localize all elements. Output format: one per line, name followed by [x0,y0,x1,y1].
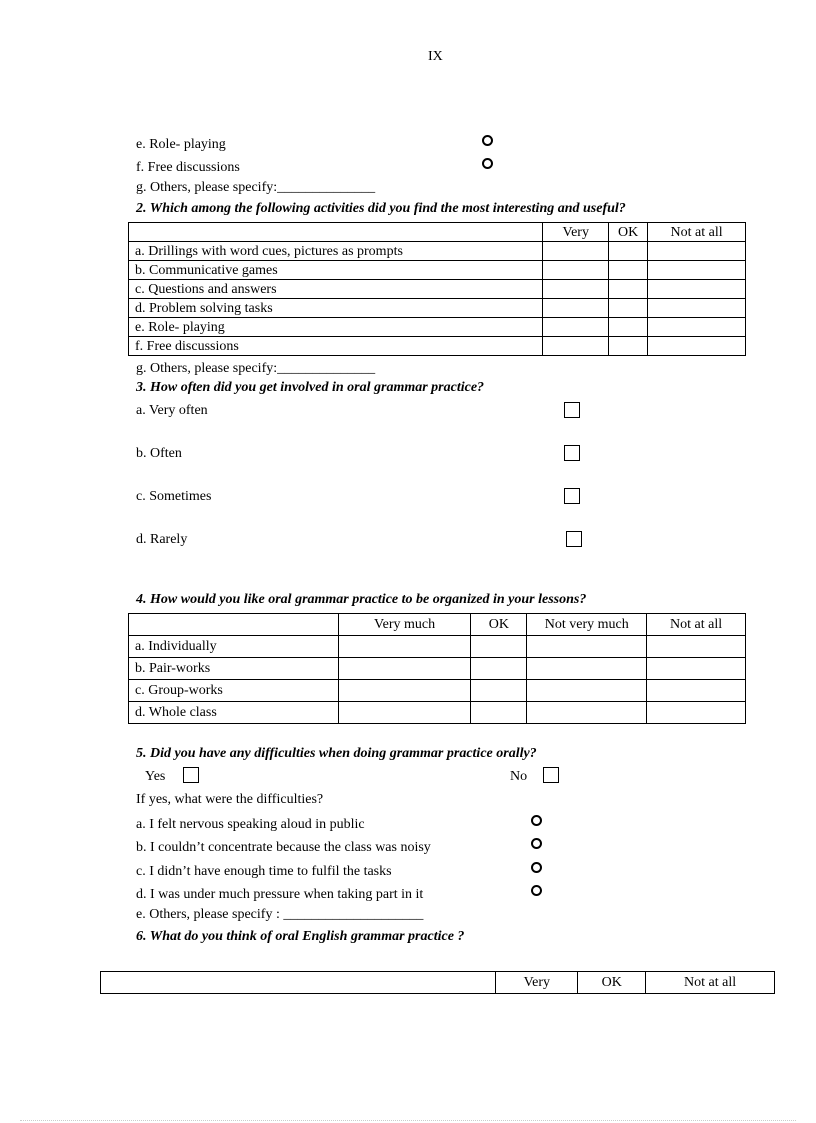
q1-others: g. Others, please specify:______________ [136,180,376,195]
table-row [129,658,746,680]
q5-question: 5. Did you have any difficulties when doing grammar practice orally? [136,746,537,761]
q2-cell-ok[interactable] [609,318,648,337]
table-row [129,261,746,280]
q4-question: 4. How would you like oral grammar practice to be organized in your lessons? [136,592,587,607]
q4-cell-very-much[interactable] [338,680,471,702]
q2-cell-very[interactable] [543,337,609,356]
q3-option-sometimes: c. Sometimes [136,489,212,504]
page-bottom-divider [20,1120,796,1121]
q2-row-label: d. Problem solving tasks [129,299,543,318]
q5-option-d: d. I was under much pressure when taking part in it [136,887,424,902]
q4-header-blank [129,614,339,636]
q6-header-not-at-all: Not at all [646,972,775,994]
q2-question: 2. Which among the following activities did you find the most interesting and useful? [136,201,626,216]
q2-cell-not-at-all[interactable] [648,261,746,280]
q4-cell-not-very-much[interactable] [527,636,647,658]
q4-cell-not-very-much[interactable] [527,680,647,702]
table-row [129,702,746,724]
q4-row-label: a. Individually [129,636,339,658]
q4-cell-ok[interactable] [471,702,527,724]
q5-option-c-radio[interactable] [531,862,542,873]
q2-cell-ok[interactable] [609,280,648,299]
q3-option-rarely: d. Rarely [136,532,188,547]
q5-yes-label: Yes [145,769,166,784]
q4-cell-ok[interactable] [471,680,527,702]
q4-header-not-very-much: Not very much [527,614,647,636]
q1-option-f-radio[interactable] [482,158,493,169]
q2-cell-very[interactable] [543,280,609,299]
q4-header-ok: OK [471,614,527,636]
q3-checkbox-very-often[interactable] [564,402,580,418]
q5-option-b-radio[interactable] [531,838,542,849]
q4-cell-not-very-much[interactable] [527,702,647,724]
q2-header-not-at-all: Not at all [648,223,746,242]
q6-header-row [101,972,775,994]
q3-option-often: b. Often [136,446,182,461]
q1-option-e-radio[interactable] [482,135,493,146]
q4-table [128,613,746,724]
page-number: IX [428,49,443,64]
q2-cell-not-at-all[interactable] [648,242,746,261]
q3-checkbox-rarely[interactable] [566,531,582,547]
q4-row-label: b. Pair-works [129,658,339,680]
q6-header-very: Very [496,972,578,994]
q4-cell-ok[interactable] [471,636,527,658]
q1-option-f: f. Free discussions [136,160,240,175]
q2-cell-not-at-all[interactable] [648,280,746,299]
q2-cell-not-at-all[interactable] [648,337,746,356]
table-row [129,242,746,261]
q2-others: g. Others, please specify:______________ [136,361,376,376]
q2-cell-very[interactable] [543,318,609,337]
q3-option-very-often: a. Very often [136,403,208,418]
q2-row-label: f. Free discussions [129,337,543,356]
q2-table [128,222,746,356]
table-row [129,280,746,299]
q4-cell-very-much[interactable] [338,658,471,680]
q2-header-very: Very [543,223,609,242]
q6-header-blank [101,972,496,994]
table-row [129,337,746,356]
q3-checkbox-often[interactable] [564,445,580,461]
q4-cell-not-at-all[interactable] [647,636,746,658]
table-row [129,636,746,658]
q4-row-label: c. Group-works [129,680,339,702]
q2-row-label: c. Questions and answers [129,280,543,299]
q3-checkbox-sometimes[interactable] [564,488,580,504]
q6-header-ok: OK [578,972,646,994]
q5-yes-checkbox[interactable] [183,767,199,783]
q2-cell-not-at-all[interactable] [648,299,746,318]
q2-header-ok: OK [609,223,648,242]
q6-table [100,971,775,994]
q5-others: e. Others, please specify : ____________________ [136,907,424,922]
q4-header-row [129,614,746,636]
q2-cell-ok[interactable] [609,261,648,280]
q2-cell-ok[interactable] [609,242,648,261]
q5-option-d-radio[interactable] [531,885,542,896]
q4-cell-very-much[interactable] [338,636,471,658]
q4-header-not-at-all: Not at all [647,614,746,636]
q2-cell-very[interactable] [543,242,609,261]
q5-option-a-radio[interactable] [531,815,542,826]
table-row [129,318,746,337]
q2-cell-not-at-all[interactable] [648,318,746,337]
q2-row-label: e. Role- playing [129,318,543,337]
q5-no-label: No [510,769,528,784]
q2-cell-very[interactable] [543,299,609,318]
q5-option-b: b. I couldn’t concentrate because the class was noisy [136,840,431,855]
q2-cell-very[interactable] [543,261,609,280]
q2-row-label: a. Drillings with word cues, pictures as prompts [129,242,543,261]
q2-row-label: b. Communicative games [129,261,543,280]
q6-question: 6. What do you think of oral English grammar practice ? [136,929,465,944]
q4-row-label: d. Whole class [129,702,339,724]
q2-header-blank [129,223,543,242]
q2-header-row [129,223,746,242]
q4-cell-very-much[interactable] [338,702,471,724]
q1-option-e: e. Role- playing [136,137,226,152]
q5-followup: If yes, what were the difficulties? [136,792,324,807]
table-row [129,680,746,702]
q5-option-c: c. I didn’t have enough time to fulfil the tasks [136,864,392,879]
q4-cell-not-very-much[interactable] [527,658,647,680]
q2-cell-ok[interactable] [609,337,648,356]
q5-no-checkbox[interactable] [543,767,559,783]
table-row [129,299,746,318]
q3-question: 3. How often did you get involved in oral grammar practice? [136,380,485,395]
q5-option-a: a. I felt nervous speaking aloud in public [136,817,365,832]
q4-cell-not-at-all[interactable] [647,658,746,680]
q4-cell-not-at-all[interactable] [647,680,746,702]
q2-cell-ok[interactable] [609,299,648,318]
q4-header-very-much: Very much [338,614,471,636]
q4-cell-ok[interactable] [471,658,527,680]
q4-cell-not-at-all[interactable] [647,702,746,724]
